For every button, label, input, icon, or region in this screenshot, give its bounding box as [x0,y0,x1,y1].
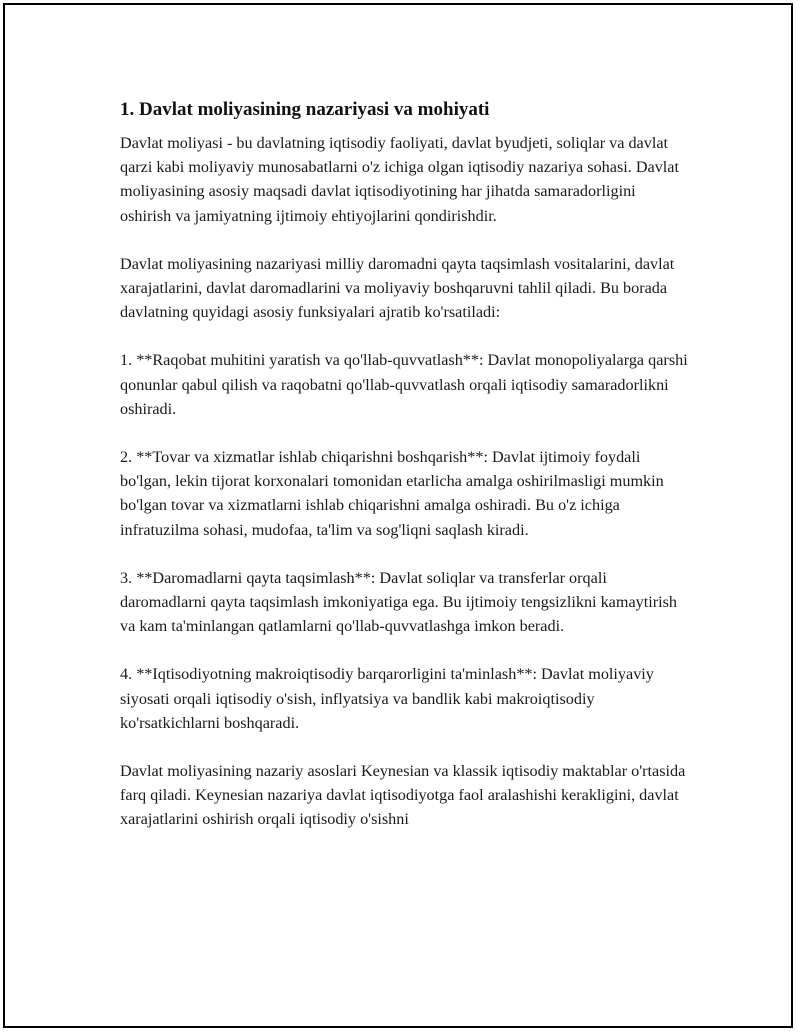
document-page [3,3,793,1028]
paragraph-function-4: 4. **Iqtisodiyotning makroiqtisodiy barqarorligini ta'minlash**: Davlat moliyaviy siyosati orqali iqtisodiy o'sish, inflyatsiya va bandlik kabi makroiqtisodiy ko'rsatkichlarni boshqaradi. [120,665,654,732]
document-body [120,97,690,856]
paragraph-intro: Davlat moliyasi - bu davlatning iqtisodiy faoliyati, davlat byudjeti, soliqlar va davlat qarzi kabi moliyaviy munosabatlarni o'z ichiga olgan iqtisodiy nazariya sohasi. Davlat moliyasining asosiy maqsadi davlat iqtisodiyotining har jihatda samaradorligini oshirish va jamiyatning ijtimoiy ehtiyojlarini qondirishdir. [120,134,679,225]
paragraph-theory: Davlat moliyasining nazariyasi milliy daromadni qayta taqsimlash vositalarini, davlat xarajatlarini, davlat daromadlarini va moliyaviy boshqaruvni tahlil qiladi. Bu borada davlatning quyidagi asosiy funksiyalari ajratib ko'rsatiladi: [120,254,675,322]
paragraph-function-1: 1. **Raqobat muhitini yaratish va qo'llab-quvvatlash**: Davlat monopoliyalarga qarshi qonunlar qabul qilish va raqobatni qo'llab-quvvatlash orqali iqtisodiy samaradorlikni oshiradi. [120,351,688,418]
section-heading: 1. Davlat moliyasining nazariyasi va mohiyati [120,99,490,120]
paragraph-schools: Davlat moliyasining nazariy asoslari Keynesian va klassik iqtisodiy maktablar o'rtasida farq qiladi. Keynesian nazariya davlat iqtisodiyotga faol aralashishi kerakligini, davlat xarajatlarini oshirish orqali iqtisodiy o'sishni [120,762,686,829]
paragraph-function-3: 3. **Daromadlarni qayta taqsimlash**: Davlat soliqlar va transferlar orqali daromadlarni qayta taqsimlash imkoniyatiga ega. Bu ijtimoiy tengsizlikni kamaytirish va kam ta'minlangan qatlamlarni qo'llab-quvvatlashga imkon beradi. [120,568,678,636]
paragraph-function-2: 2. **Tovar va xizmatlar ishlab chiqarishni boshqarish**: Davlat ijtimoiy foydali bo'lgan, lekin tijorat korxonalari tomonidan etarlicha amalga oshirilmasligi mumkin bo'lgan tovar va xizmatlarni ishlab chiqarishni amalga oshiradi. Bu o'z ichiga infratuzilma sohasi, mudofaa, ta'lim va sog'liqni saqlash kiradi. [120,448,664,539]
